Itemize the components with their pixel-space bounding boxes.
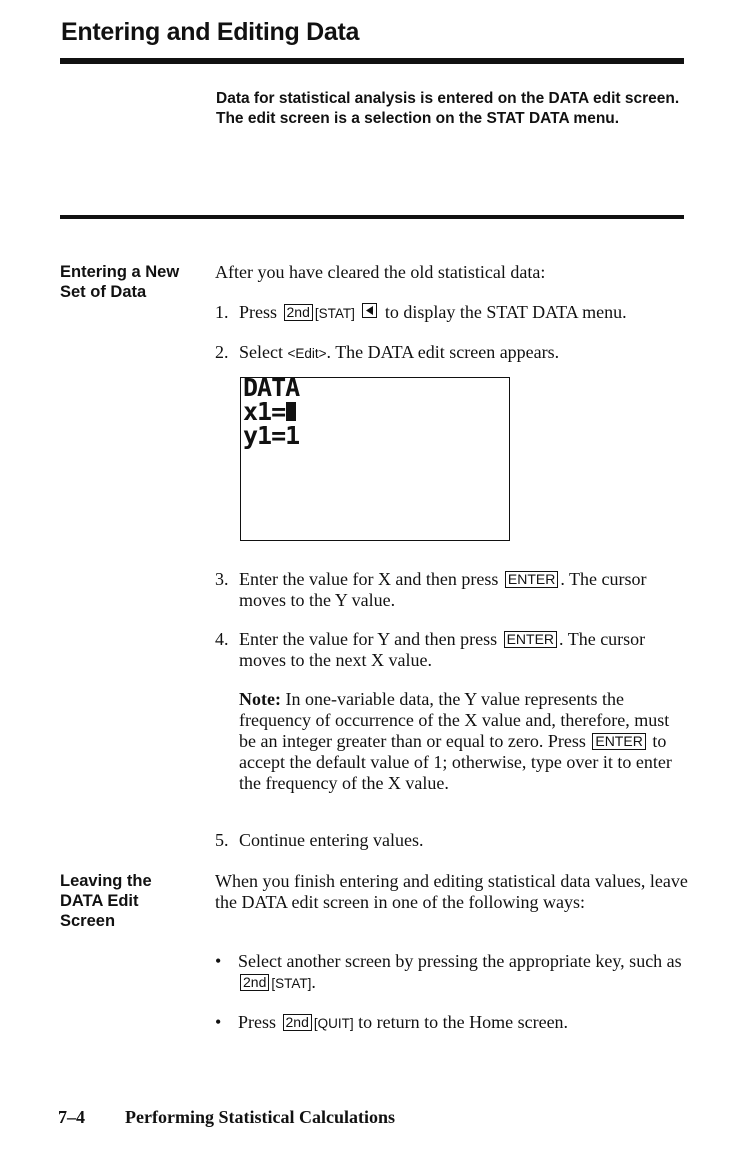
section-heading-leaving — [60, 871, 200, 931]
intro-text: Data for statistical analysis is entered on the DATA edit screen. The edit screen is a selection on the STAT DATA menu. — [216, 90, 680, 127]
step-number: 3. — [215, 569, 229, 589]
key-enter: ENTER — [592, 733, 645, 750]
key-2nd: 2nd — [283, 1014, 312, 1031]
section-heading-entering — [60, 262, 200, 302]
top-rule — [60, 58, 684, 64]
step-number: 2. — [215, 342, 229, 362]
heading-line: Screen — [60, 912, 116, 930]
key-enter: ENTER — [504, 631, 557, 648]
bullet-1 — [215, 951, 690, 994]
step-2 — [215, 342, 690, 364]
heading-line: Set of Data — [60, 283, 147, 301]
step-number: 4. — [215, 629, 229, 649]
step-1 — [215, 302, 690, 324]
heading-line: Leaving the — [60, 872, 152, 890]
left-arrow-key-icon — [362, 303, 377, 318]
step-3 — [215, 569, 690, 611]
step-text: . The DATA edit screen appears. — [326, 342, 560, 362]
note-text: In one-variable data, the Y value represents the frequency of occurrence of the X value and, therefore, must be an integer greater than or equal to zero. Press — [239, 689, 670, 751]
screen-title: DATA — [243, 373, 300, 402]
page-title: Entering and Editing Data — [61, 18, 360, 46]
step-5 — [215, 830, 690, 851]
note — [239, 689, 689, 794]
bullet-text: to return to the Home screen. — [358, 1012, 569, 1032]
calculator-screen — [240, 373, 510, 541]
note-label: Note: — [239, 689, 281, 709]
step-text: Enter the value for Y and then press — [239, 629, 498, 649]
key-2nd: 2nd — [240, 974, 269, 991]
step-text: Select — [239, 342, 283, 362]
cursor-block — [286, 402, 296, 421]
step-text: Enter the value for X and then press — [239, 569, 499, 589]
note-text: to accept the default value of 1; otherwise, type over it to enter the frequency of the X value. — [239, 731, 672, 793]
bullet-mark: • — [215, 951, 222, 971]
step-text: to display the STAT DATA menu. — [384, 302, 627, 322]
screen-y1-row: y1=1 — [243, 421, 300, 450]
section-rule — [60, 215, 684, 219]
step-text: . The cursor moves to the Y value. — [239, 569, 647, 610]
step-text: Press — [239, 302, 278, 322]
section2-lead: When you finish entering and editing statistical data values, leave the DATA edit screen in one of the following ways: — [215, 871, 688, 912]
heading-line: Entering a New — [60, 263, 180, 281]
page-number: 7–4 — [58, 1107, 85, 1127]
screen-x1-label: x1= — [243, 397, 286, 426]
bullet-text: . — [311, 972, 316, 992]
bullet-2 — [215, 1012, 690, 1034]
step-text: . The cursor moves to the next X value. — [239, 629, 646, 670]
key-2nd: 2nd — [284, 304, 313, 321]
menu-item-edit: <Edit> — [287, 346, 327, 361]
step-text: Continue entering values. — [239, 830, 424, 850]
key-enter: ENTER — [505, 571, 558, 588]
step-4 — [215, 629, 690, 671]
key-label-stat: [STAT] — [271, 976, 312, 991]
section1-lead: After you have cleared the old statistical data: — [215, 262, 546, 282]
page-footer — [58, 1107, 395, 1128]
step-number: 5. — [215, 830, 229, 850]
heading-line: DATA Edit — [60, 892, 139, 910]
key-label-quit: [QUIT] — [313, 1016, 354, 1031]
bullet-text: Select another screen by pressing the appropriate key, such as — [238, 951, 682, 971]
key-label-stat: [STAT] — [314, 306, 355, 321]
step-number: 1. — [215, 302, 229, 322]
bullet-text: Press — [238, 1012, 277, 1032]
chapter-title: Performing Statistical Calculations — [125, 1107, 395, 1127]
bullet-mark: • — [215, 1012, 222, 1032]
